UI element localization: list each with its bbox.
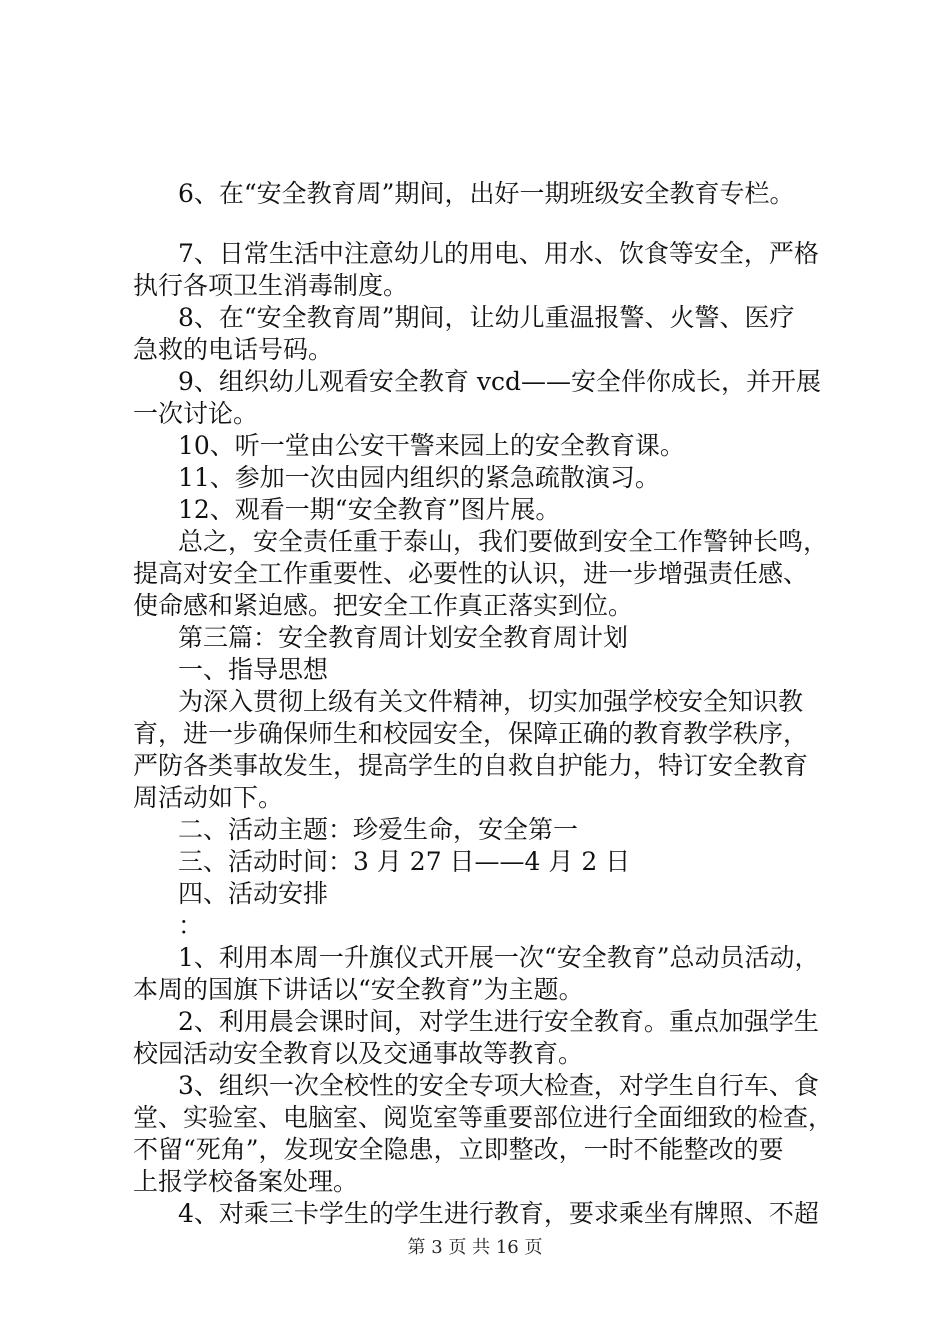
text-line: 7、日常生活中注意幼儿的用电、用水、饮食等安全，严格 [178, 239, 819, 268]
text-line: 不留“死角”，发现安全隐患，立即整改，一时不能整改的要 [133, 1135, 784, 1164]
text-line: 一次讨论。 [133, 399, 259, 428]
text-line: 9、组织幼儿观看安全教育 vcd——安全伴你成长，并开展 [178, 367, 821, 396]
text-line: 上报学校备案处理。 [133, 1167, 359, 1196]
subsection-heading: 二、活动主题：珍爱生命，安全第一 [178, 815, 579, 844]
text-line: 使命感和紧迫感。把安全工作真正落实到位。 [133, 591, 634, 620]
text-line: 堂、实验室、电脑室、阅览室等重要部位进行全面细致的检查， [133, 1103, 834, 1132]
text-line: 10、听一堂由公安干警来园上的安全教育课。 [178, 431, 685, 460]
text-line: 2、利用晨会课时间，对学生进行安全教育。重点加强学生 [178, 1007, 819, 1036]
text-line: 1、利用本周一升旗仪式开展一次“安全教育”总动员活动， [178, 943, 820, 972]
subsection-heading: 一、指导思想 [178, 655, 329, 684]
text-line: 提高对安全工作重要性、必要性的认识，进一步增强责任感、 [133, 559, 809, 588]
subsection-heading: 四、活动安排 [178, 879, 329, 908]
text-line: 严防各类事故发生，提高学生的自救自护能力，特订安全教育 [133, 751, 809, 780]
text-line: 12、观看一期“安全教育”图片展。 [178, 495, 561, 524]
text-line: 本周的国旗下讲话以“安全教育”为主题。 [133, 975, 584, 1004]
text-line: 11、参加一次由园内组织的紧急疏散演习。 [178, 463, 660, 492]
text-line: 3、组织一次全校性的安全专项大检查，对学生自行车、食 [178, 1071, 819, 1100]
text-line: 总之，安全责任重于泰山，我们要做到安全工作警钟长鸣， [178, 527, 829, 556]
subsection-heading: 三、活动时间：3 月 27 日——4 月 2 日 [178, 847, 631, 876]
text-line: 育，进一步确保师生和校园安全，保障正确的教育教学秩序， [133, 719, 809, 748]
text-line: 为深入贯彻上级有关文件精神，切实加强学校安全知识教 [178, 687, 804, 716]
text-line: 校园活动安全教育以及交通事故等教育。 [133, 1039, 584, 1068]
text-line: 8、在“安全教育周”期间，让幼儿重温报警、火警、医疗 [178, 303, 795, 332]
text-line: 周活动如下。 [133, 783, 284, 812]
text-line: 急救的电话号码。 [133, 335, 334, 364]
text-line: 执行各项卫生消毒制度。 [133, 271, 409, 300]
section-heading: 第三篇：安全教育周计划安全教育周计划 [178, 623, 629, 652]
text-line: 4、对乘三卡学生的学生进行教育，要求乘坐有牌照、不超 [178, 1199, 819, 1228]
text-line: ： [178, 911, 204, 940]
text-line: 6、在“安全教育周”期间，出好一期班级安全教育专栏。 [178, 179, 795, 208]
page-footer: 第 3 页 共 16 页 [407, 1237, 543, 1258]
